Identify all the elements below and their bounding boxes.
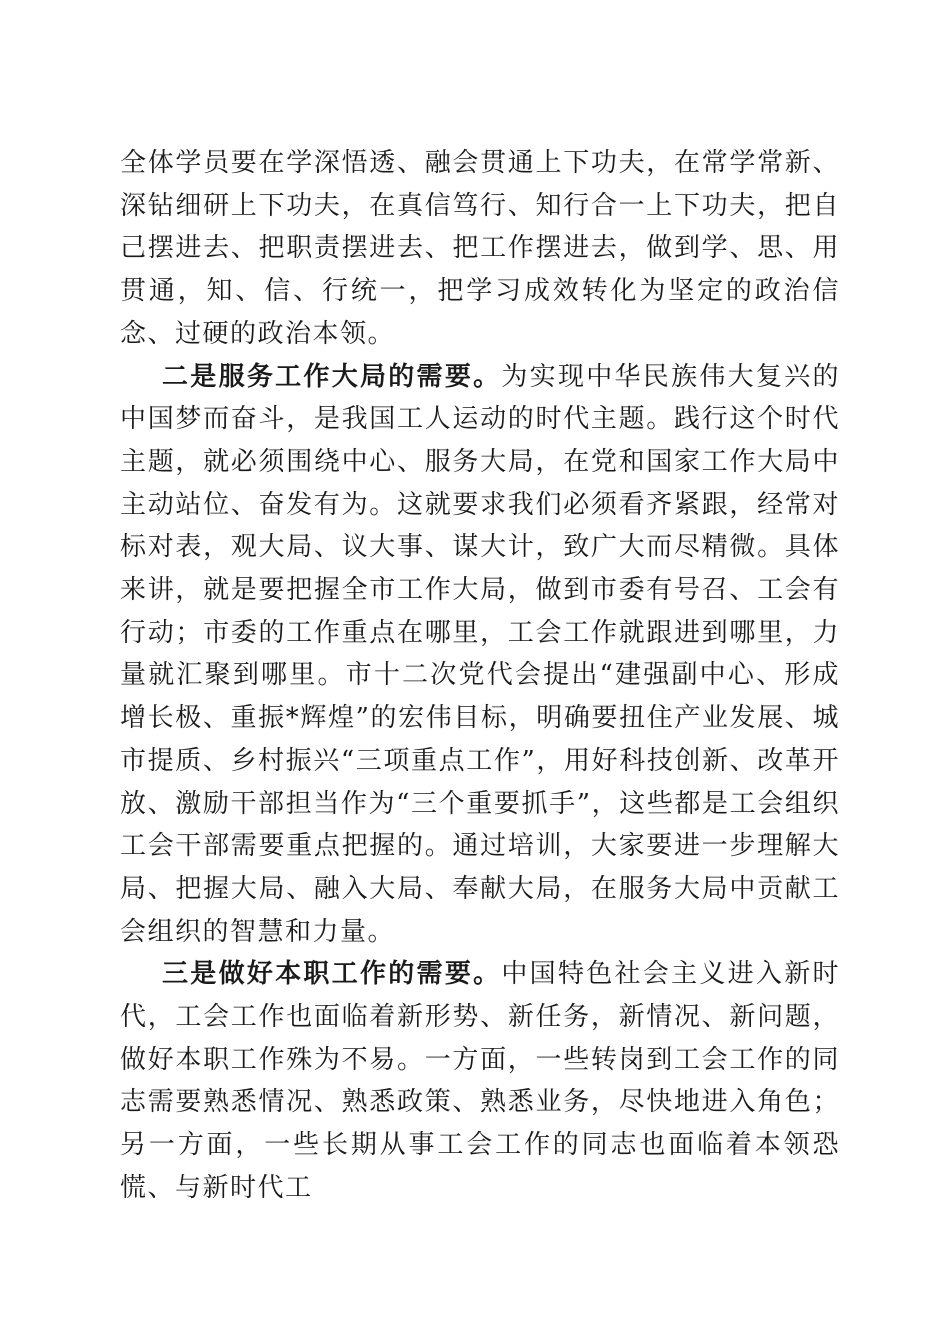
- paragraph-text: 全体学员要在学深悟透、融会贯通上下功夫，在常学常新、深钻细研上下功夫，在真信笃行、知行合一上下功夫，把自己摆进去、把职责摆进去、把工作摆进去，做到学、思、用贯通，知、信、行统一，把学习成效转化为坚定的政治信念、过硬的政治本领。: [120, 148, 840, 349]
- paragraph-heading: 二是服务工作大局的需要。: [162, 361, 502, 392]
- paragraph-heading: 三是做好本职工作的需要。: [162, 959, 502, 990]
- paragraph-continuation: [120, 142, 840, 356]
- paragraph-do-job-well: [120, 953, 840, 1209]
- paragraph-serve-overall-situation: [120, 356, 840, 954]
- paragraph-text: 为实现中华民族伟大复兴的中国梦而奋斗，是我国工人运动的时代主题。践行这个时代主题，就必须围绕中心、服务大局，在党和国家工作大局中主动站位、奋发有为。这就要求我们必须看齐紧跟，经常对标对表，观大局、议大事、谋大计，致广大而尽精微。具体来讲，就是要把握全市工作大局，做到市委有号召、工会有行动；市委的工作重点在哪里，工会工作就跟进到哪里，力量就汇聚到哪里。市十二次党代会提出“建强副中心、形成增长极、重振*辉煌”的宏伟目标，明确要扭住产业发展、城市提质、乡村振兴“三项重点工作”，用好科技创新、改革开放、激励干部担当作为“三个重要抓手”，这些都是工会组织工会干部需要重点把握的。通过培训，大家要进一步理解大局、把握大局、融入大局、奉献大局，在服务大局中贡献工会组织的智慧和力量。: [120, 361, 840, 947]
- paragraph-text: 中国特色社会主义进入新时代，工会工作也面临着新形势、新任务，新情况、新问题，做好本职工作殊为不易。一方面，一些转岗到工会工作的同志需要熟悉情况、熟悉政策、熟悉业务，尽快地进入角色；另一方面，一些长期从事工会工作的同志也面临着本领恐慌、与新时代工: [120, 959, 840, 1203]
- document-page: [120, 142, 840, 1210]
